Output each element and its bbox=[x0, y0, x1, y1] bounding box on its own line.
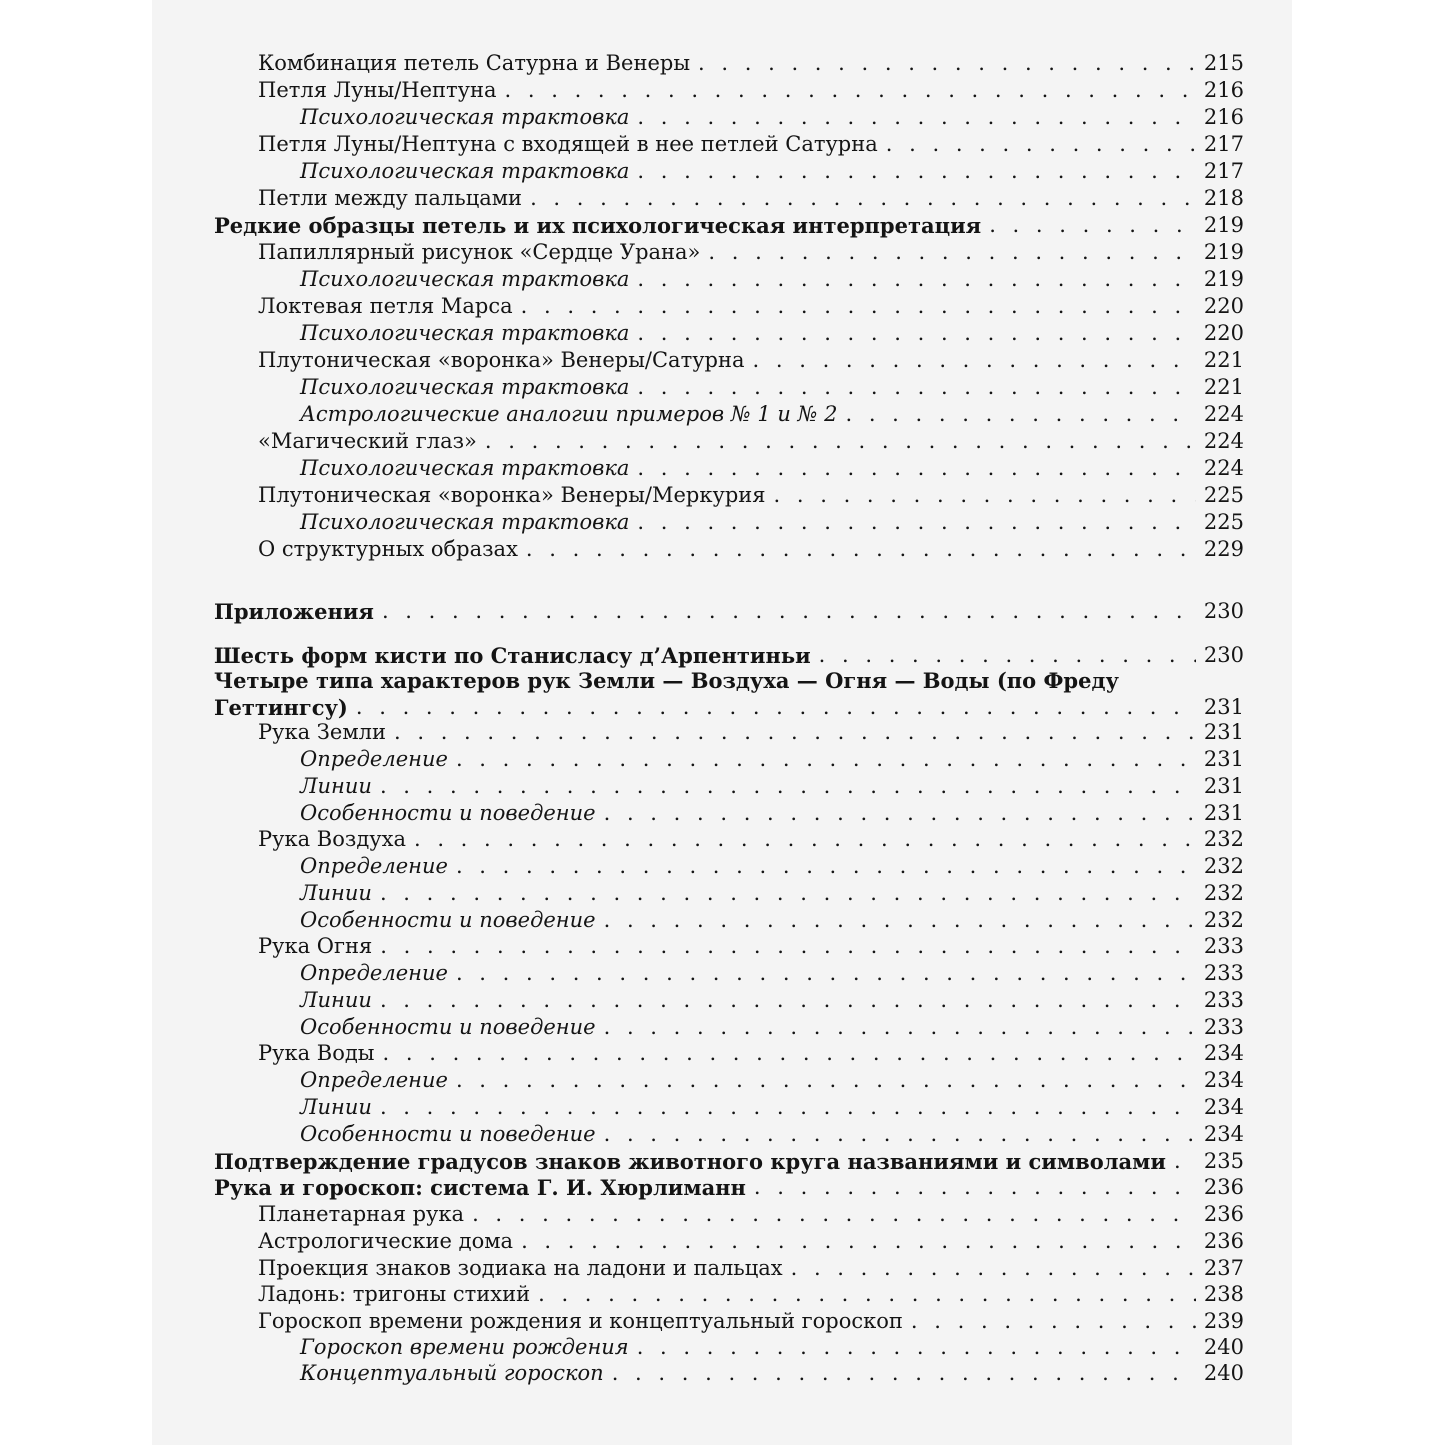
toc-entry-title: Психологическая трактовка bbox=[300, 105, 630, 129]
leader-dots bbox=[629, 158, 1196, 185]
leader-dots bbox=[518, 536, 1196, 563]
leader-dots bbox=[811, 642, 1196, 669]
toc-page-number: 240 bbox=[1203, 1335, 1244, 1359]
toc-entry-title: Петли между пальцами bbox=[258, 186, 523, 210]
toc-page-number: 233 bbox=[1203, 961, 1244, 985]
toc-entry-title: Рука и гороскоп: система Г. И. Хюрлиманн bbox=[214, 1175, 746, 1200]
toc-entry bbox=[214, 880, 1244, 907]
toc-page-number: 234 bbox=[1203, 1095, 1244, 1119]
leader-dots bbox=[629, 374, 1196, 401]
leader-dots bbox=[406, 826, 1196, 853]
toc-page-number: 235 bbox=[1203, 1149, 1244, 1173]
toc-entry-title: Определение bbox=[300, 1068, 448, 1092]
toc-entry bbox=[214, 77, 1244, 104]
toc-entry bbox=[214, 987, 1244, 1014]
toc-page-number: 224 bbox=[1203, 429, 1244, 453]
leader-dots bbox=[878, 131, 1196, 158]
toc-entry-title: «Магический глаз» bbox=[258, 429, 477, 453]
toc-entry bbox=[214, 455, 1244, 482]
toc-page-number: 238 bbox=[1203, 1282, 1244, 1306]
toc-page-number: 218 bbox=[1203, 186, 1244, 210]
toc-page-number: 231 bbox=[1203, 747, 1244, 771]
toc-page-number: 236 bbox=[1203, 1175, 1244, 1199]
leader-dots bbox=[629, 1334, 1196, 1361]
leader-dots bbox=[629, 266, 1196, 293]
toc-entry-title: Особенности и поведение bbox=[300, 908, 596, 932]
toc-page-number: 225 bbox=[1203, 483, 1244, 507]
toc-entry-title: Комбинация петель Сатурна и Венеры bbox=[258, 51, 691, 75]
toc-entry-title: Редкие образцы петель и их психологическая интерпретация bbox=[214, 213, 982, 238]
toc-entry-title: Плутоническая «воронка» Венеры/Сатурна bbox=[258, 348, 745, 372]
toc-entry bbox=[214, 482, 1244, 509]
toc-entry-title: Астрологические аналогии примеров № 1 и № 2 bbox=[300, 402, 838, 426]
leader-dots bbox=[448, 746, 1196, 773]
toc-entry-title: Папиллярный рисунок «Сердце Урана» bbox=[258, 240, 701, 264]
toc-page-number: 233 bbox=[1203, 1015, 1244, 1039]
leader-dots bbox=[746, 1174, 1196, 1201]
toc-page-number: 234 bbox=[1203, 1041, 1244, 1065]
toc-entry bbox=[214, 933, 1244, 960]
toc-entry-title: Подтверждение градусов знаков животного круга названиями и символами bbox=[214, 1149, 1166, 1174]
leader-dots bbox=[629, 455, 1196, 482]
toc-entry-title: Психологическая трактовка bbox=[300, 267, 630, 291]
toc-entry-title: Плутоническая «воронка» Венеры/Меркурия bbox=[258, 483, 766, 507]
toc-page-number: 234 bbox=[1203, 1068, 1244, 1092]
toc-entry-title: Определение bbox=[300, 747, 448, 771]
toc-entry bbox=[214, 1014, 1244, 1041]
toc-page-number: 216 bbox=[1203, 105, 1244, 129]
leader-dots bbox=[700, 239, 1196, 266]
toc-entry bbox=[214, 1308, 1244, 1335]
leader-dots bbox=[766, 482, 1196, 509]
toc-entry-title: Рука Воды bbox=[258, 1041, 375, 1065]
leader-dots bbox=[477, 428, 1196, 455]
toc-page-number: 231 bbox=[1203, 774, 1244, 798]
toc-entry-title: Психологическая трактовка bbox=[300, 321, 630, 345]
leader-dots bbox=[629, 104, 1196, 131]
toc-entry bbox=[214, 158, 1244, 185]
leader-dots bbox=[348, 694, 1196, 721]
toc-entry bbox=[214, 800, 1244, 827]
toc-page-number: 232 bbox=[1203, 854, 1244, 878]
toc-entry-title: Петля Луны/Нептуна с входящей в нее петлей Сатурна bbox=[258, 132, 878, 156]
toc-entry-title-line1: Четыре типа характеров рук Земли — Воздуха — Огня — Воды (по Фреду bbox=[214, 668, 1119, 693]
leader-dots bbox=[596, 1121, 1196, 1148]
toc-page-number: 234 bbox=[1203, 1122, 1244, 1146]
toc-page-number: 231 bbox=[1203, 720, 1244, 744]
toc-entry bbox=[214, 960, 1244, 987]
leader-dots bbox=[629, 320, 1196, 347]
toc-page-number: 219 bbox=[1203, 267, 1244, 291]
toc-entry bbox=[214, 239, 1244, 266]
toc-entry-title: Психологическая трактовка bbox=[300, 375, 630, 399]
toc-entry-title: Рука Огня bbox=[258, 934, 373, 958]
toc-page-number: 225 bbox=[1203, 510, 1244, 534]
toc-entry bbox=[214, 536, 1244, 563]
toc-entry bbox=[214, 1121, 1244, 1148]
toc-entry-title: Линии bbox=[300, 988, 372, 1012]
toc-entry bbox=[214, 746, 1244, 773]
toc-entry bbox=[214, 320, 1244, 347]
toc-entry bbox=[214, 1174, 1244, 1201]
toc-entry bbox=[214, 694, 1244, 721]
toc-entry bbox=[214, 50, 1244, 77]
toc-entry bbox=[214, 1255, 1244, 1282]
toc-entry-title: Линии bbox=[300, 774, 372, 798]
leader-dots bbox=[374, 598, 1196, 625]
leader-dots bbox=[596, 800, 1196, 827]
toc-entry bbox=[214, 212, 1244, 239]
toc-entry bbox=[214, 293, 1244, 320]
leader-dots bbox=[513, 293, 1196, 320]
toc-entry bbox=[214, 347, 1244, 374]
toc-entry bbox=[214, 1360, 1244, 1387]
toc-entry-title: Определение bbox=[300, 961, 448, 985]
toc-entry bbox=[214, 509, 1244, 536]
toc-entry bbox=[214, 131, 1244, 158]
leader-dots bbox=[448, 1067, 1196, 1094]
toc-entry bbox=[214, 826, 1244, 853]
leader-dots bbox=[530, 1281, 1196, 1308]
toc-page-number: 236 bbox=[1203, 1229, 1244, 1253]
toc-page-number: 232 bbox=[1203, 908, 1244, 932]
toc-entry-title: Планетарная рука bbox=[258, 1202, 465, 1226]
leader-dots bbox=[375, 1040, 1196, 1067]
leader-dots bbox=[745, 347, 1196, 374]
toc-page-number: 230 bbox=[1203, 599, 1244, 623]
toc-page-number: 232 bbox=[1203, 881, 1244, 905]
toc-entry bbox=[214, 185, 1244, 212]
toc-entry-title: Астрологические дома bbox=[258, 1229, 514, 1253]
toc-entry bbox=[214, 374, 1244, 401]
leader-dots bbox=[981, 212, 1196, 239]
toc-entry bbox=[214, 266, 1244, 293]
toc-page-number: 219 bbox=[1203, 240, 1244, 264]
toc-entry-title: Проекция знаков зодиака на ладони и пальцах bbox=[258, 1256, 783, 1280]
toc-entry bbox=[214, 907, 1244, 934]
leader-dots bbox=[837, 401, 1196, 428]
toc-entry-title: Особенности и поведение bbox=[300, 1122, 596, 1146]
toc-entry-title-line2: Геттингсу) bbox=[214, 695, 348, 720]
toc-entry bbox=[214, 719, 1244, 746]
toc-entry-title: Петля Луны/Нептуна bbox=[258, 78, 497, 102]
toc-entry-title: Рука Земли bbox=[258, 720, 386, 744]
toc-page-number: 221 bbox=[1203, 348, 1244, 372]
leader-dots bbox=[372, 933, 1196, 960]
leader-dots bbox=[372, 773, 1196, 800]
leader-dots bbox=[372, 987, 1196, 1014]
toc-entry-title: Гороскоп времени рождения и концептуальный гороскоп bbox=[258, 1309, 903, 1333]
toc-entry-title: Психологическая трактовка bbox=[300, 510, 630, 534]
leader-dots bbox=[522, 185, 1196, 212]
toc-page-number: 224 bbox=[1203, 456, 1244, 480]
leader-dots bbox=[386, 719, 1196, 746]
toc-entry-title: Психологическая трактовка bbox=[300, 456, 630, 480]
toc-page-number: 231 bbox=[1203, 801, 1244, 825]
leader-dots bbox=[448, 853, 1196, 880]
toc-page-number: 217 bbox=[1203, 159, 1244, 183]
leader-dots bbox=[497, 77, 1196, 104]
leader-dots bbox=[1166, 1148, 1196, 1175]
toc-entry bbox=[214, 773, 1244, 800]
toc-entry-title: Концептуальный гороскоп bbox=[300, 1361, 604, 1385]
toc-page-number: 224 bbox=[1203, 402, 1244, 426]
toc-page-number: 221 bbox=[1203, 375, 1244, 399]
toc-section-appendix bbox=[214, 598, 1244, 625]
toc-entry bbox=[214, 1094, 1244, 1121]
toc-entry bbox=[214, 1067, 1244, 1094]
leader-dots bbox=[690, 50, 1196, 77]
toc-entry-title: Рука Воздуха bbox=[258, 827, 406, 851]
toc-entry-title: Психологическая трактовка bbox=[300, 159, 630, 183]
leader-dots bbox=[448, 960, 1196, 987]
toc-entry-title: Ладонь: тригоны стихий bbox=[258, 1282, 531, 1306]
toc-page-number: 216 bbox=[1203, 78, 1244, 102]
leader-dots bbox=[604, 1360, 1196, 1387]
toc-page-number: 240 bbox=[1203, 1361, 1244, 1385]
toc-entry-title: Шесть форм кисти по Станисласу д’Арпентиньи bbox=[214, 643, 811, 668]
toc-page-number: 236 bbox=[1203, 1202, 1244, 1226]
leader-dots bbox=[513, 1228, 1196, 1255]
toc-page-number: 230 bbox=[1203, 643, 1244, 667]
toc-entry bbox=[214, 401, 1244, 428]
toc-entry-title: Локтевая петля Марса bbox=[258, 294, 513, 318]
toc-entry bbox=[214, 1334, 1244, 1361]
toc-entry-title: Особенности и поведение bbox=[300, 1015, 596, 1039]
toc-entry bbox=[214, 428, 1244, 455]
toc-entry bbox=[214, 1281, 1244, 1308]
toc-entry bbox=[214, 642, 1244, 669]
toc-page-number: 237 bbox=[1203, 1256, 1244, 1280]
toc-page-number: 220 bbox=[1203, 321, 1244, 345]
leader-dots bbox=[464, 1201, 1196, 1228]
leader-dots bbox=[783, 1255, 1196, 1282]
toc-entry-title: Определение bbox=[300, 854, 448, 878]
toc-entry-title: Линии bbox=[300, 881, 372, 905]
toc-entry bbox=[214, 1201, 1244, 1228]
toc-page-number: 233 bbox=[1203, 988, 1244, 1012]
toc-page-number: 232 bbox=[1203, 827, 1244, 851]
leader-dots bbox=[903, 1308, 1196, 1335]
leader-dots bbox=[629, 509, 1196, 536]
toc-page-number: 239 bbox=[1203, 1309, 1244, 1333]
toc-page-number: 229 bbox=[1203, 537, 1244, 561]
toc-entry-title: Приложения bbox=[214, 599, 374, 624]
toc-entry-title: О структурных образах bbox=[258, 537, 518, 561]
leader-dots bbox=[372, 1094, 1196, 1121]
toc-page-number: 233 bbox=[1203, 934, 1244, 958]
toc-page-number: 231 bbox=[1203, 695, 1244, 719]
toc-entry bbox=[214, 853, 1244, 880]
leader-dots bbox=[596, 907, 1196, 934]
leader-dots bbox=[596, 1014, 1196, 1041]
toc-entry bbox=[214, 1228, 1244, 1255]
toc-entry bbox=[214, 1148, 1244, 1175]
toc-page-number: 215 bbox=[1203, 51, 1244, 75]
toc-entry-title: Гороскоп времени рождения bbox=[300, 1335, 629, 1359]
leader-dots bbox=[372, 880, 1196, 907]
toc-entry bbox=[214, 1040, 1244, 1067]
toc-page-number: 219 bbox=[1203, 213, 1244, 237]
toc-entry-title: Линии bbox=[300, 1095, 372, 1119]
toc-entry bbox=[214, 104, 1244, 131]
toc-entry-title: Особенности и поведение bbox=[300, 801, 596, 825]
toc-page-number: 220 bbox=[1203, 294, 1244, 318]
toc-page-number: 217 bbox=[1203, 132, 1244, 156]
